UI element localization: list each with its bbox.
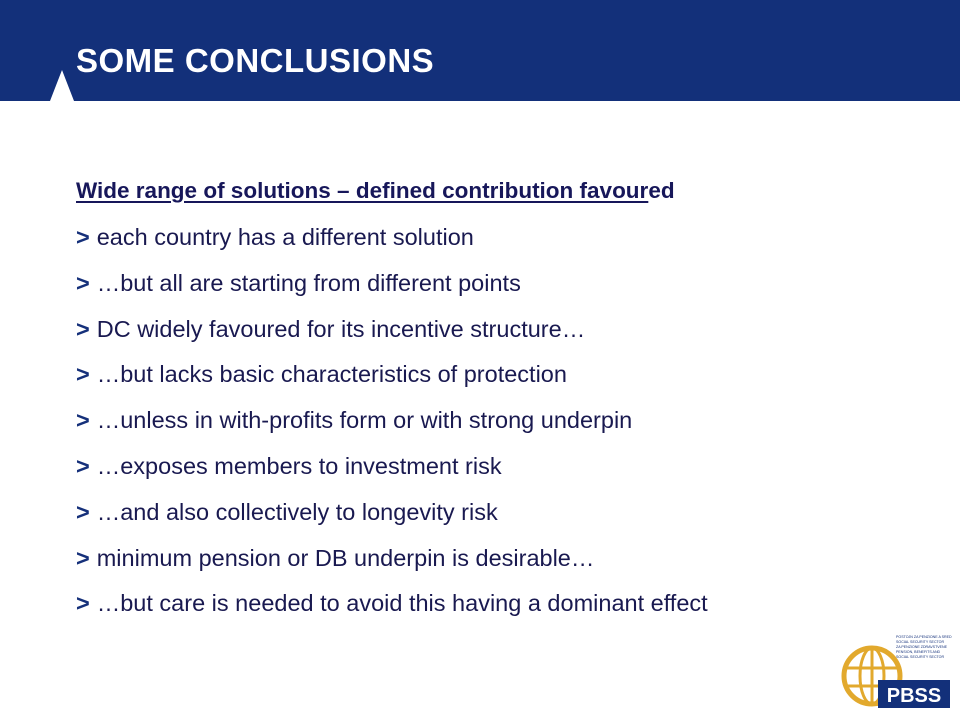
header-bar bbox=[0, 0, 960, 101]
slide-subtitle bbox=[76, 174, 946, 220]
bullet-item bbox=[76, 403, 946, 449]
logo-tagline bbox=[896, 635, 952, 659]
bullet-marker: > bbox=[76, 407, 90, 434]
bullet-marker: > bbox=[76, 269, 90, 296]
logo-tagline-line: ZA PENZIONE ZDRAVSTVENE bbox=[896, 645, 948, 649]
bullet-item bbox=[76, 357, 946, 403]
bullet-text: minimum pension or DB underpin is desirable… bbox=[96, 544, 595, 571]
bullet-text: DC widely favoured for its incentive structure… bbox=[96, 315, 586, 342]
logo-text: PBSS bbox=[886, 685, 942, 707]
bullet-text: …but lacks basic characteristics of protection bbox=[96, 361, 567, 388]
bullet-text: …but all are starting from different points bbox=[96, 269, 521, 296]
bullet-marker: > bbox=[76, 224, 90, 250]
bullet-item bbox=[76, 541, 946, 587]
bullet-item bbox=[76, 312, 946, 358]
bullet-marker: > bbox=[76, 590, 90, 617]
logo-tagline-line: SOCIAL SECURITY SECTOR bbox=[896, 655, 945, 659]
bullet-marker: > bbox=[76, 498, 90, 525]
bullet-text: …unless in with-profits form or with strong underpin bbox=[96, 407, 633, 434]
bullet-item bbox=[76, 495, 946, 541]
bullet-marker: > bbox=[76, 544, 90, 571]
bullet-text: …but care is needed to avoid this having a dominant effect bbox=[96, 590, 708, 617]
pbss-logo bbox=[840, 632, 952, 710]
bullet-item bbox=[76, 449, 946, 495]
bullet-item bbox=[76, 266, 946, 312]
header-notch-shape bbox=[0, 0, 80, 101]
bullet-item bbox=[76, 586, 946, 632]
bullet-item bbox=[76, 220, 946, 266]
subtitle-tail-text: ed bbox=[648, 178, 675, 203]
bullet-text: …exposes members to investment risk bbox=[96, 452, 502, 479]
slide-title: SOME CONCLUSIONS bbox=[76, 42, 435, 79]
subtitle-underlined-text: Wide range of solutions – defined contribution favour bbox=[76, 178, 649, 203]
bullet-text: …and also collectively to longevity risk bbox=[96, 498, 498, 525]
logo-tagline-line: POSTOJN ZA PENZIONE A SRED bbox=[896, 635, 952, 639]
bullet-marker: > bbox=[76, 361, 90, 388]
logo-tagline-line: PENSION, BENEFITS AND bbox=[896, 650, 941, 654]
slide-content bbox=[76, 174, 946, 632]
bullet-text: each country has a different solution bbox=[96, 224, 474, 250]
bullet-marker: > bbox=[76, 452, 90, 479]
bullet-marker: > bbox=[76, 315, 90, 342]
logo-tagline-line: SOCIAL SECURITY SECTOR bbox=[896, 640, 945, 644]
